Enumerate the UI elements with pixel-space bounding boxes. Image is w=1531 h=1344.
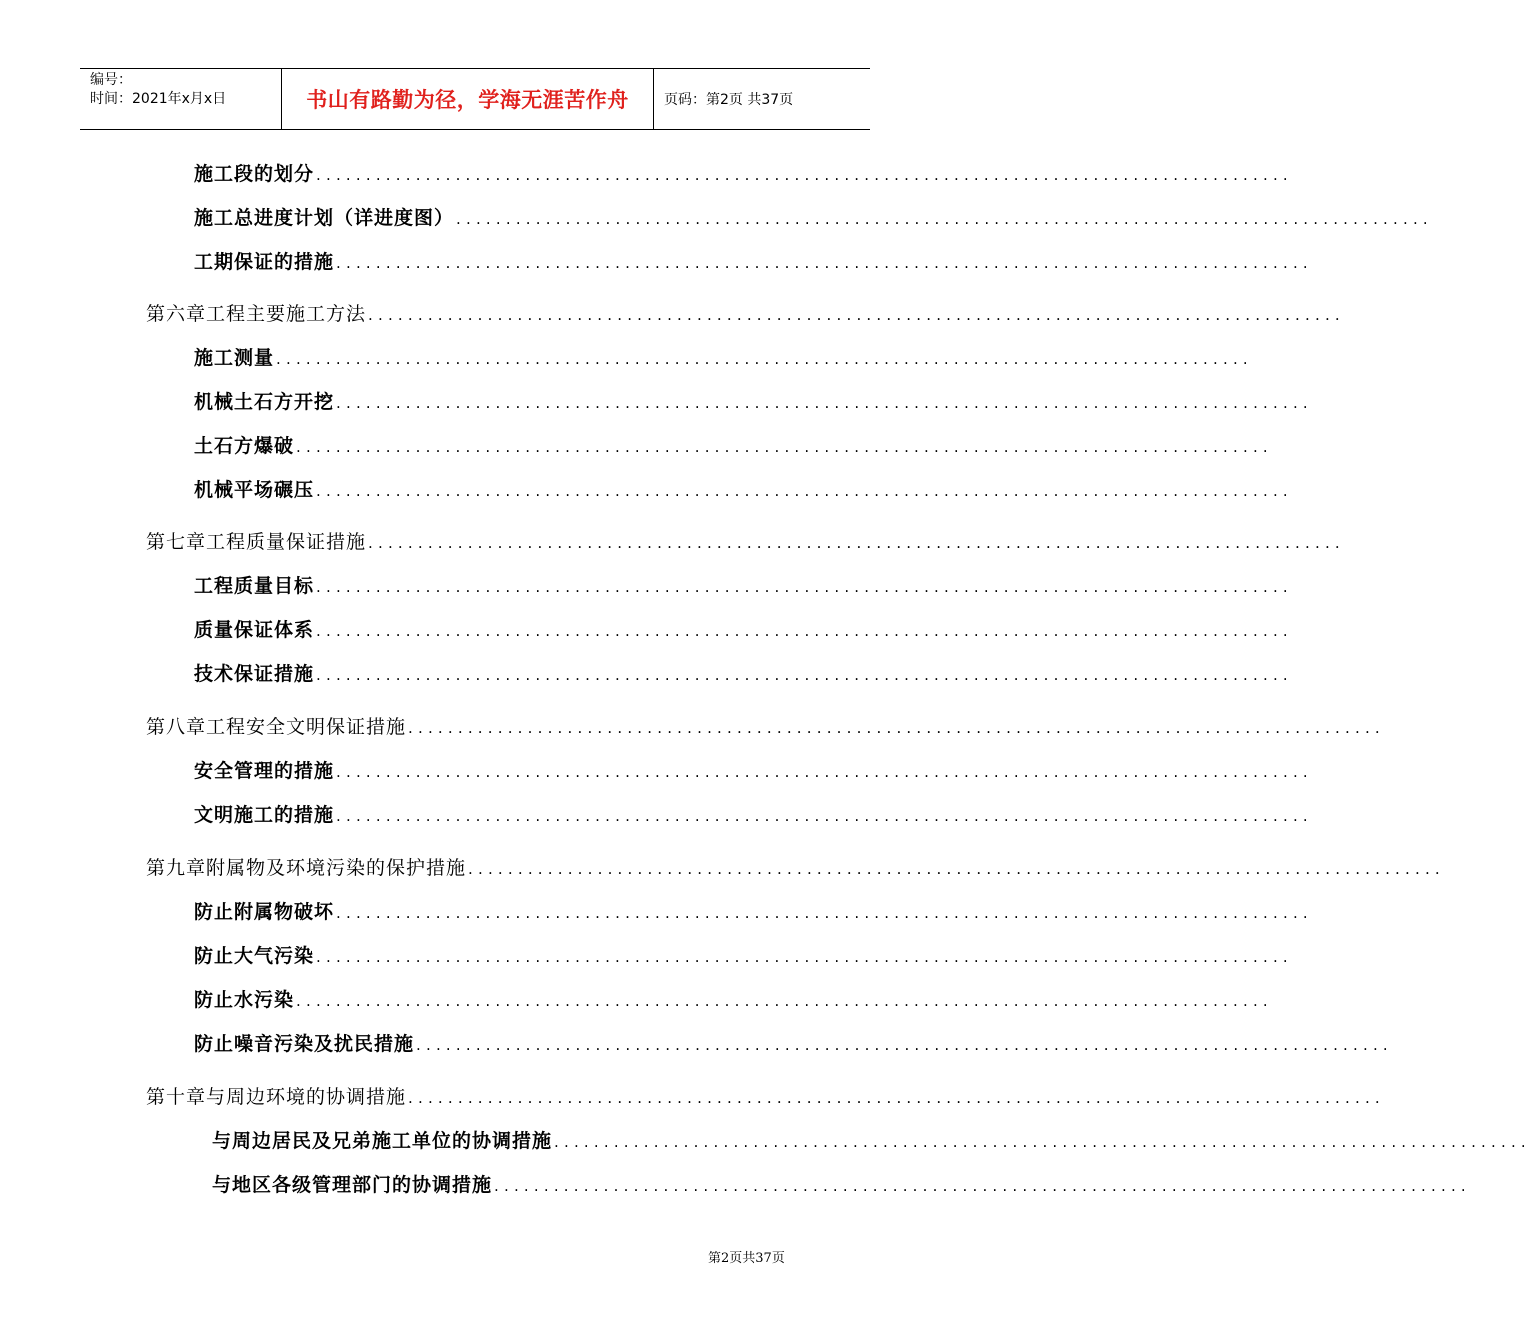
entry-title: 附属物及环境污染的保护措施 xyxy=(206,857,467,879)
footer-page-number: 第2页共37页 xyxy=(708,1251,785,1266)
toc-section-entry[interactable] xyxy=(194,894,1313,924)
entry-title: 与地区各级管理部门的协调措施 xyxy=(212,1174,493,1196)
toc-section-entry[interactable] xyxy=(194,797,1313,827)
dot-leader: .................................................................................................. xyxy=(408,719,1385,737)
entry-title: 施工总进度计划（详进度图） xyxy=(194,207,455,229)
entry-title: 防止噪音污染及扰民措施 xyxy=(194,1033,415,1055)
page-header xyxy=(80,68,870,130)
toc-section-entry[interactable] xyxy=(194,568,1293,598)
toc-chapter-entry[interactable] xyxy=(146,1079,1385,1109)
dot-leader: .................................................................................................. xyxy=(316,482,1293,500)
dot-leader: .................................................................................................. xyxy=(296,992,1273,1010)
document-number-label: 编号： xyxy=(90,72,132,88)
toc-section-entry[interactable] xyxy=(194,428,1273,458)
toc-section-entry[interactable] xyxy=(194,472,1293,502)
toc-section-entry[interactable] xyxy=(194,1026,1393,1056)
dot-leader: .................................................................................................. xyxy=(416,1036,1393,1054)
entry-title: 防止附属物破坏 xyxy=(194,901,335,923)
toc-section-entry[interactable] xyxy=(194,938,1293,968)
entry-title: 安全管理的措施 xyxy=(194,760,335,782)
toc-section-entry[interactable] xyxy=(194,656,1293,686)
chapter-number: 第十章 xyxy=(146,1086,207,1108)
toc-section-entry[interactable] xyxy=(194,612,1293,642)
chapter-number: 第八章 xyxy=(146,716,207,738)
dot-leader: .................................................................................................. xyxy=(408,1089,1385,1107)
entry-title: 防止水污染 xyxy=(194,989,295,1011)
dot-leader: .................................................................................................. xyxy=(316,948,1293,966)
toc-section-entry[interactable] xyxy=(194,753,1313,783)
toc-chapter-entry[interactable] xyxy=(146,709,1385,739)
entry-title: 工程质量目标 xyxy=(194,575,315,597)
dot-leader: .................................................................................................. xyxy=(336,807,1313,825)
dot-leader: .................................................................................................. xyxy=(316,666,1293,684)
dot-leader: .................................................................................................. xyxy=(296,438,1273,456)
toc-chapter-entry[interactable] xyxy=(146,850,1445,880)
dot-leader: .................................................................................................. xyxy=(456,210,1433,228)
dot-leader: .................................................................................................. xyxy=(468,860,1445,878)
chapter-number: 第六章 xyxy=(146,303,207,325)
dot-leader: .................................................................................................. xyxy=(336,763,1313,781)
dot-leader: .................................................................................................. xyxy=(368,534,1345,552)
toc-section-entry[interactable] xyxy=(194,200,1433,230)
entry-title: 施工测量 xyxy=(194,347,275,369)
chapter-number: 第七章 xyxy=(146,531,207,553)
toc-section-entry[interactable] xyxy=(194,982,1273,1012)
entry-title: 工程主要施工方法 xyxy=(206,303,367,325)
toc-section-entry[interactable] xyxy=(212,1167,1471,1197)
chapter-number: 第九章 xyxy=(146,857,207,879)
entry-title: 防止大气污染 xyxy=(194,945,315,967)
dot-leader: .................................................................................................. xyxy=(494,1177,1471,1195)
entry-title: 与周边居民及兄弟施工单位的协调措施 xyxy=(212,1130,553,1152)
entry-title: 土石方爆破 xyxy=(194,435,295,457)
toc-section-entry[interactable] xyxy=(194,340,1253,370)
dot-leader: .................................................................................................. xyxy=(336,394,1313,412)
dot-leader: .................................................................................................. xyxy=(336,904,1313,922)
toc-section-entry[interactable] xyxy=(194,244,1313,274)
entry-title: 文明施工的措施 xyxy=(194,804,335,826)
dot-leader: .................................................................................................. xyxy=(316,622,1293,640)
entry-title: 施工段的划分 xyxy=(194,163,315,185)
dot-leader: .................................................................................................. xyxy=(316,166,1293,184)
entry-title: 机械平场碾压 xyxy=(194,479,315,501)
dot-leader: .................................................................................................. xyxy=(336,254,1313,272)
entry-title: 与周边环境的协调措施 xyxy=(206,1086,407,1108)
toc-section-entry[interactable] xyxy=(194,384,1313,414)
entry-title: 工程质量保证措施 xyxy=(206,531,367,553)
header-motto: 书山有路勤为径，学海无涯苦作舟 xyxy=(282,69,654,129)
toc-chapter-entry[interactable] xyxy=(146,296,1345,326)
entry-title: 工程安全文明保证措施 xyxy=(206,716,407,738)
header-meta xyxy=(80,69,282,129)
toc-chapter-entry[interactable] xyxy=(146,524,1345,554)
dot-leader: .................................................................................................. xyxy=(554,1133,1531,1151)
entry-title: 技术保证措施 xyxy=(194,663,315,685)
toc-section-entry[interactable] xyxy=(194,156,1293,186)
dot-leader: .................................................................................................. xyxy=(276,350,1253,368)
dot-leader: .................................................................................................. xyxy=(368,306,1345,324)
dot-leader: .................................................................................................. xyxy=(316,578,1293,596)
entry-title: 机械土石方开挖 xyxy=(194,391,335,413)
entry-title: 工期保证的措施 xyxy=(194,251,335,273)
document-date-label: 时间：2021年x月x日 xyxy=(90,91,227,107)
entry-title: 质量保证体系 xyxy=(194,619,315,641)
toc-section-entry[interactable] xyxy=(212,1123,1531,1153)
header-page-number: 页码：第2页 共37页 xyxy=(664,92,794,108)
